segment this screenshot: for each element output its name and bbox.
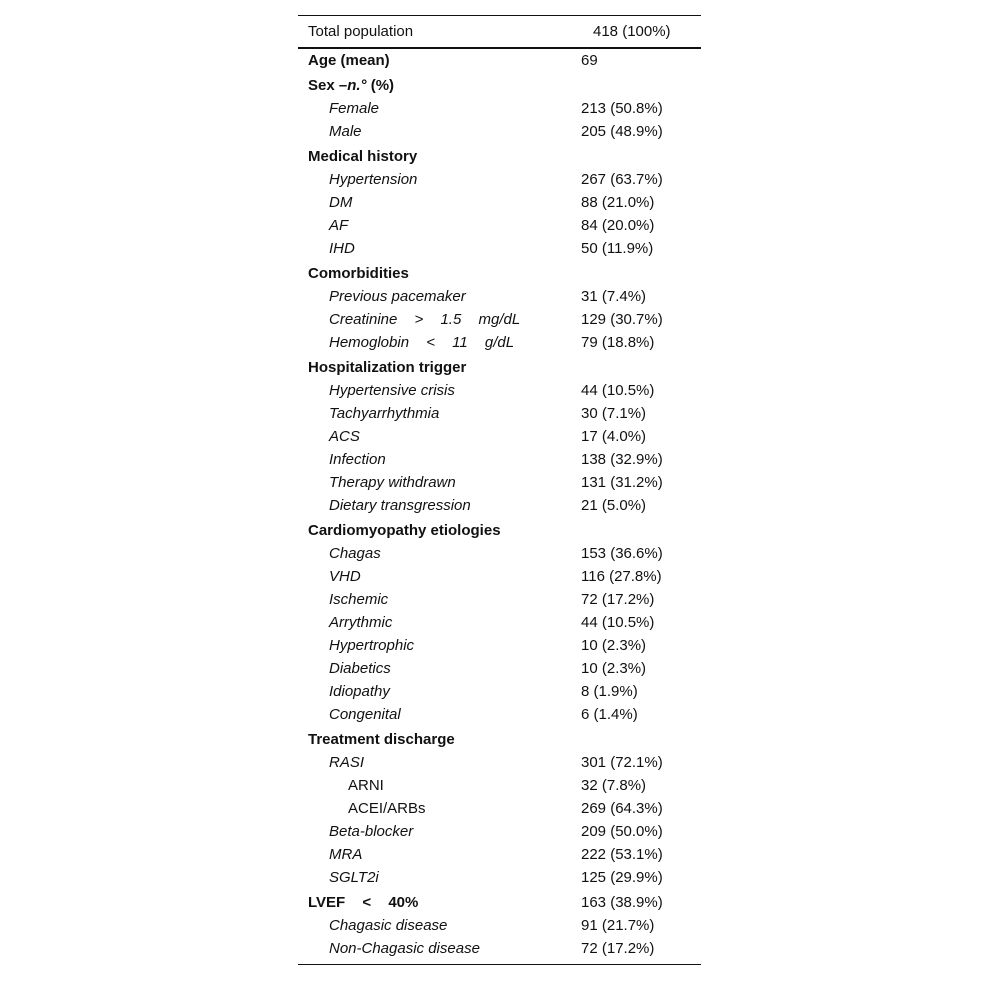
row-label: Tachyarrhythmia bbox=[329, 404, 440, 422]
row-label: Creatinine > 1.5 mg/dL bbox=[329, 310, 521, 328]
row-label: MRA bbox=[329, 845, 363, 863]
row-label: Therapy withdrawn bbox=[329, 473, 456, 491]
row-value: 91 (21.7%) bbox=[581, 916, 655, 934]
row-label: Cardiomyopathy etiologies bbox=[308, 521, 501, 539]
row-value: 269 (64.3%) bbox=[581, 799, 663, 817]
table-row bbox=[298, 914, 701, 937]
table-row bbox=[298, 937, 701, 960]
row-value: 213 (50.8%) bbox=[581, 99, 663, 117]
row-label: Dietary transgression bbox=[329, 496, 471, 514]
row-label: Congenital bbox=[329, 705, 401, 723]
row-label: Male bbox=[329, 122, 362, 140]
row-label: Hypertrophic bbox=[329, 636, 415, 654]
table-row bbox=[298, 797, 701, 820]
row-label: Hospitalization trigger bbox=[308, 358, 467, 376]
row-label bbox=[308, 74, 394, 97]
table-row bbox=[298, 331, 701, 354]
row-value: 44 (10.5%) bbox=[581, 613, 655, 631]
row-value: 131 (31.2%) bbox=[581, 473, 663, 491]
row-value: 50 (11.9%) bbox=[581, 239, 654, 257]
table-row bbox=[298, 97, 701, 120]
row-value: 205 (48.9%) bbox=[581, 122, 663, 140]
row-label: ACEI/ARBs bbox=[348, 799, 426, 817]
row-value: 30 (7.1%) bbox=[581, 404, 647, 422]
row-label: Non-Chagasic disease bbox=[329, 939, 480, 957]
row-value: 222 (53.1%) bbox=[581, 845, 663, 863]
table-row bbox=[298, 703, 701, 726]
table-row bbox=[298, 402, 701, 425]
table-row bbox=[298, 308, 701, 331]
table-row bbox=[298, 448, 701, 471]
row-label: SGLT2i bbox=[329, 868, 379, 886]
row-label: RASI bbox=[329, 753, 365, 771]
row-value: 153 (36.6%) bbox=[581, 544, 663, 562]
row-label: Idiopathy bbox=[329, 682, 390, 700]
row-value: 209 (50.0%) bbox=[581, 822, 663, 840]
row-value: 301 (72.1%) bbox=[581, 753, 663, 771]
table-row bbox=[298, 634, 701, 657]
section-row bbox=[298, 262, 701, 285]
row-label: Female bbox=[329, 99, 380, 117]
row-value: 69 bbox=[581, 51, 598, 69]
row-value: 31 (7.4%) bbox=[581, 287, 647, 305]
row-label: Age (mean) bbox=[308, 51, 390, 69]
table-row bbox=[298, 843, 701, 866]
row-value: 79 (18.8%) bbox=[581, 333, 655, 351]
row-value: 44 (10.5%) bbox=[581, 381, 655, 399]
row-value: 72 (17.2%) bbox=[581, 590, 655, 608]
row-label: AF bbox=[329, 216, 349, 234]
table-row bbox=[298, 425, 701, 448]
row-value: 8 (1.9%) bbox=[581, 682, 638, 700]
row-label-suffix: (%) bbox=[366, 76, 395, 94]
row-label: Previous pacemaker bbox=[329, 287, 466, 305]
table-row bbox=[298, 680, 701, 703]
row-value: 6 (1.4%) bbox=[581, 705, 638, 723]
header-value: 418 (100%) bbox=[593, 23, 671, 40]
row-value: 21 (5.0%) bbox=[581, 496, 647, 514]
row-value: 116 (27.8%) bbox=[581, 567, 662, 585]
row-label: Ischemic bbox=[329, 590, 389, 608]
table-row bbox=[298, 168, 701, 191]
table-row bbox=[298, 588, 701, 611]
table-row bbox=[298, 657, 701, 680]
table-bottom-rule bbox=[298, 964, 701, 965]
row-value: 163 (38.9%) bbox=[581, 893, 663, 911]
row-label: Chagas bbox=[329, 544, 381, 562]
row-label: Beta-blocker bbox=[329, 822, 414, 840]
row-label-prefix: Sex – bbox=[308, 76, 348, 94]
section-row bbox=[298, 519, 701, 542]
section-row bbox=[298, 74, 701, 97]
row-value: 138 (32.9%) bbox=[581, 450, 663, 468]
header-label: Total population bbox=[308, 23, 414, 40]
section-row bbox=[298, 145, 701, 168]
table-header-row bbox=[298, 16, 701, 47]
table-row bbox=[298, 611, 701, 634]
table-row bbox=[298, 542, 701, 565]
row-label: DM bbox=[329, 193, 353, 211]
row-value: 17 (4.0%) bbox=[581, 427, 647, 445]
row-label: Treatment discharge bbox=[308, 730, 455, 748]
row-value: 267 (63.7%) bbox=[581, 170, 663, 188]
row-value: 84 (20.0%) bbox=[581, 216, 655, 234]
table-row bbox=[298, 494, 701, 517]
row-label: IHD bbox=[329, 239, 355, 257]
row-label: VHD bbox=[329, 567, 361, 585]
row-label: LVEF < 40% bbox=[308, 893, 419, 911]
row-label: ARNI bbox=[348, 776, 384, 794]
row-label: Hypertension bbox=[329, 170, 418, 188]
row-label: Hypertensive crisis bbox=[329, 381, 455, 399]
table-row bbox=[298, 820, 701, 843]
table-row bbox=[298, 866, 701, 889]
row-label: Infection bbox=[329, 450, 386, 468]
section-row bbox=[298, 891, 701, 914]
row-value: 88 (21.0%) bbox=[581, 193, 655, 211]
table-row bbox=[298, 751, 701, 774]
table-row bbox=[298, 471, 701, 494]
row-value: 125 (29.9%) bbox=[581, 868, 663, 886]
table-row bbox=[298, 379, 701, 402]
table-row bbox=[298, 285, 701, 308]
table-row bbox=[298, 237, 701, 260]
row-label: Chagasic disease bbox=[329, 916, 448, 934]
row-label-emphasis: n.° bbox=[347, 76, 367, 94]
table-row bbox=[298, 191, 701, 214]
table-row bbox=[298, 565, 701, 588]
row-label: Arrythmic bbox=[329, 613, 393, 631]
row-value: 129 (30.7%) bbox=[581, 310, 663, 328]
row-label: Comorbidities bbox=[308, 264, 409, 282]
section-row bbox=[298, 356, 701, 379]
section-row bbox=[298, 49, 701, 72]
row-value: 10 (2.3%) bbox=[581, 659, 647, 677]
row-label: Hemoglobin < 11 g/dL bbox=[329, 333, 515, 351]
table-row bbox=[298, 774, 701, 797]
row-label: ACS bbox=[329, 427, 360, 445]
row-value: 72 (17.2%) bbox=[581, 939, 655, 957]
row-value: 10 (2.3%) bbox=[581, 636, 647, 654]
row-label: Medical history bbox=[308, 147, 418, 165]
row-value: 32 (7.8%) bbox=[581, 776, 647, 794]
row-label: Diabetics bbox=[329, 659, 391, 677]
section-row bbox=[298, 728, 701, 751]
table-row bbox=[298, 120, 701, 143]
table-row bbox=[298, 214, 701, 237]
